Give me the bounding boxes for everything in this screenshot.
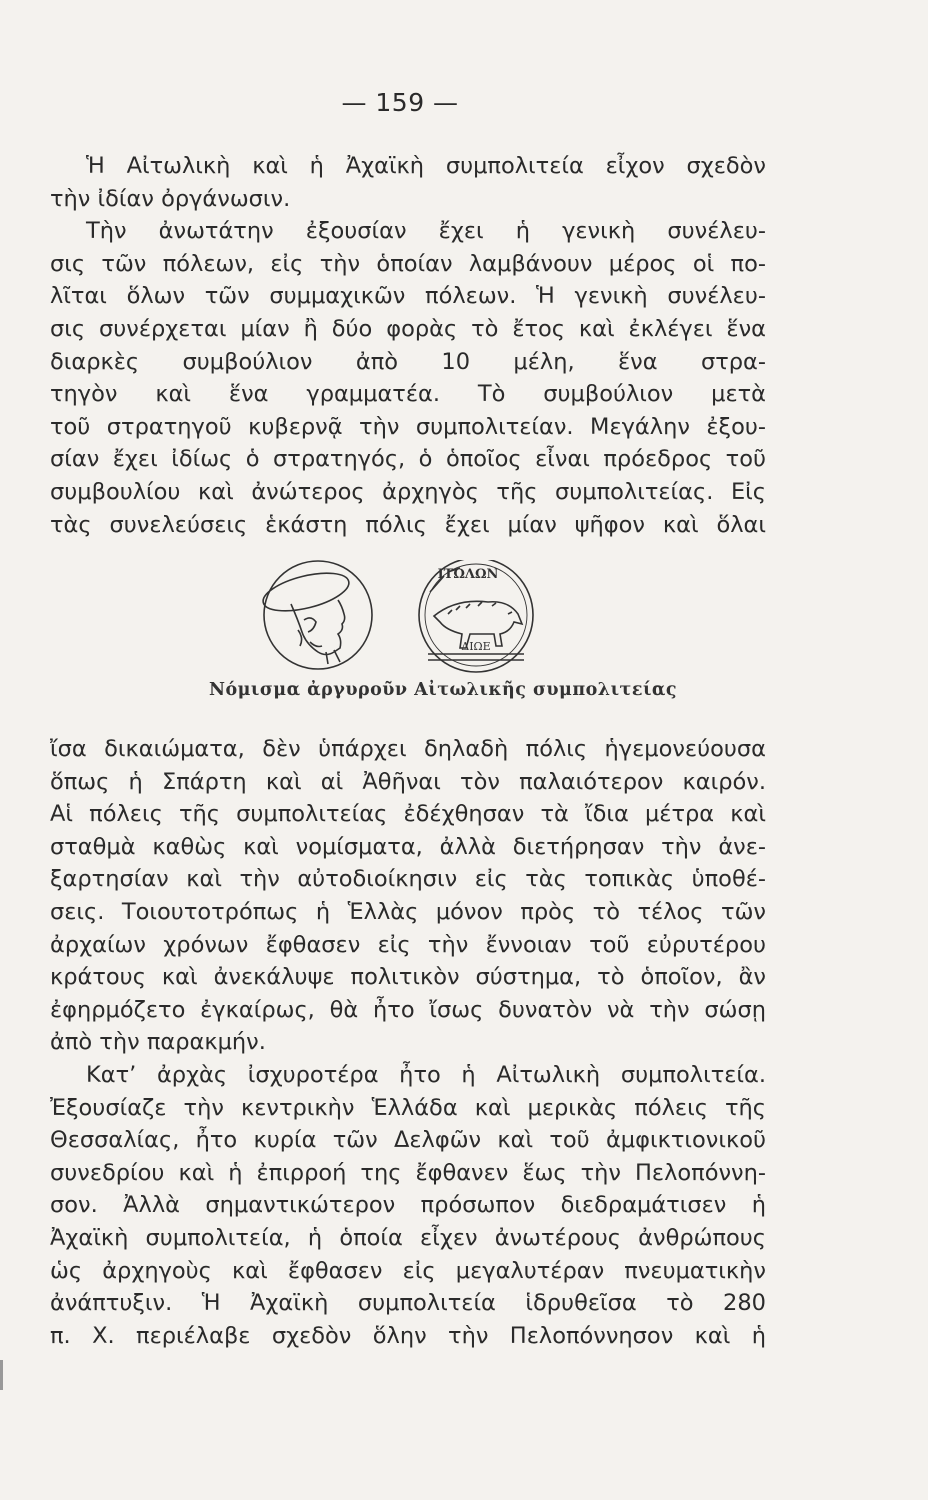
text-line: σταθμὰ καθὼς καὶ νομίσματα, ἀλλὰ διετήρησαν τὴν ἀνε- — [50, 833, 766, 860]
text-line: σίαν ἔχει ἰδίως ὁ στρατηγός, ὁ ὁποῖος εἶναι πρόεδρος τοῦ — [50, 446, 766, 473]
text-line: Θεσσαλίας, ἦτο κυρία τῶν Δελφῶν καὶ τοῦ ἀμφικτιονικοῦ — [50, 1127, 766, 1154]
text-line: τοῦ στρατηγοῦ κυβερνᾷ τὴν συμπολιτείαν. Μεγάλην ἐξου- — [50, 413, 766, 440]
scan-margin-mark — [0, 1360, 3, 1390]
text-line: σις συνέρχεται μίαν ἢ δύο φορὰς τὸ ἔτος καὶ ἐκλέγει ἕνα — [50, 315, 766, 342]
text-line: συνεδρίου καὶ ἡ ἐπιρροή της ἔφθανεν ἕως τὴν Πελοπόννη- — [50, 1159, 766, 1186]
text-line: Τὴν ἀνωτάτην ἐξουσίαν ἔχει ἡ γενικὴ συνέλευ- — [86, 218, 766, 245]
text-line: τὴν ἰδίαν ὀργάνωσιν. — [50, 185, 291, 212]
text-line: σις τῶν πόλεων, εἰς τὴν ὁποίαν λαμβάνουν μέρος οἱ πο- — [50, 250, 766, 277]
text-block-top — [50, 150, 766, 541]
text-line: ἀπὸ τὴν παρακμήν. — [50, 1029, 266, 1056]
text-line: Ἡ Αἰτωλικὴ καὶ ἡ Ἀχαϊκὴ συμπολιτεία εἶχον σχεδὸν — [86, 153, 766, 179]
text-line: τηγὸν καὶ ἕνα γραμματέα. Τὸ συμβούλιον μετὰ — [50, 381, 766, 408]
text-line: Αἱ πόλεις τῆς συμπολιτείας ἐδέχθησαν τὰ ἴδια μέτρα καὶ — [50, 801, 766, 828]
text-line: Κατ’ ἀρχὰς ἰσχυροτέρα ἦτο ἡ Αἰτωλικὴ συμπολιτεία. — [86, 1061, 766, 1088]
figure-caption: Νόμισμα ἀργυροῦν Αἰτωλικῆς συμπολιτείας — [208, 680, 678, 700]
text-line: σον. Ἀλλὰ σημαντικώτερον πρόσωπον διεδραμάτισεν ἡ — [50, 1192, 766, 1219]
text-line: ἐφηρμόζετο ἐγκαίρως, θὰ ἦτο ἴσως δυνατὸν νὰ τὴν σώσῃ — [50, 996, 766, 1023]
coin-illustration — [256, 560, 556, 680]
coin-legend-top: ΙΤΩΛΩΝ — [437, 567, 499, 582]
text-line: ξαρτησίαν καὶ τὴν αὐτοδιοίκησιν εἰς τὰς τοπικὰς ὑποθέ- — [50, 866, 766, 893]
text-line: τὰς συνελεύσεις ἑκάστη πόλις ἔχει μίαν ψῆφον καὶ ὅλαι — [50, 511, 766, 538]
text-line: ἀρχαίων χρόνων ἔφθασεν εἰς τὴν ἔννοιαν τοῦ εὐρυτέρου — [50, 931, 766, 958]
text-line: κράτους καὶ ἀνεκάλυψε πολιτικὸν σύστημα, τὸ ὁποῖον, ἂν — [50, 964, 766, 991]
text-line: ὅπως ἡ Σπάρτη καὶ αἱ Ἀθῆναι τὸν παλαιότερον καιρόν. — [50, 768, 766, 795]
text-line: Ἀχαϊκὴ συμπολιτεία, ἡ ὁποία εἶχεν ἀνωτέρους ἀνθρώπους — [50, 1224, 766, 1251]
text-line: διαρκὲς συμβούλιον ἀπὸ 10 μέλη, ἕνα στρα- — [50, 348, 766, 375]
page-number: — 159 — — [341, 88, 459, 117]
text-line: ὡς ἀρχηγοὺς καὶ ἔφθασεν εἰς μεγαλυτέραν πνευματικὴν — [50, 1257, 766, 1284]
text-line: ἀνάπτυξιν. Ἡ Ἀχαϊκὴ συμπολιτεία ἱδρυθεῖσα τὸ 280 — [50, 1290, 766, 1317]
text-line: σεις. Τοιουτοτρόπως ἡ Ἑλλὰς μόνον πρὸς τὸ τέλος τῶν — [50, 898, 766, 925]
text-line: λῖται ὅλων τῶν συμμαχικῶν πόλεων. Ἡ γενικὴ συνέλευ- — [50, 283, 766, 310]
text-block-bottom — [50, 733, 766, 1352]
coin-legend-bottom: ΔΙΩΕ — [461, 640, 491, 653]
coin-obverse-image — [259, 561, 372, 669]
text-line: ἴσα δικαιώματα, δὲν ὑπάρχει δηλαδὴ πόλις ἡγεμονεύουσα — [50, 736, 766, 762]
text-line: συμβουλίου καὶ ἀνώτερος ἀρχηγὸς τῆς συμπολιτείας. Εἰς — [50, 478, 766, 505]
text-line: Ἐξουσίαζε τὴν κεντρικὴν Ἑλλάδα καὶ μερικὰς πόλεις τῆς — [50, 1094, 766, 1121]
text-line: π. Χ. περιέλαβε σχεδὸν ὅλην τὴν Πελοπόννησον καὶ ἡ — [50, 1322, 766, 1349]
